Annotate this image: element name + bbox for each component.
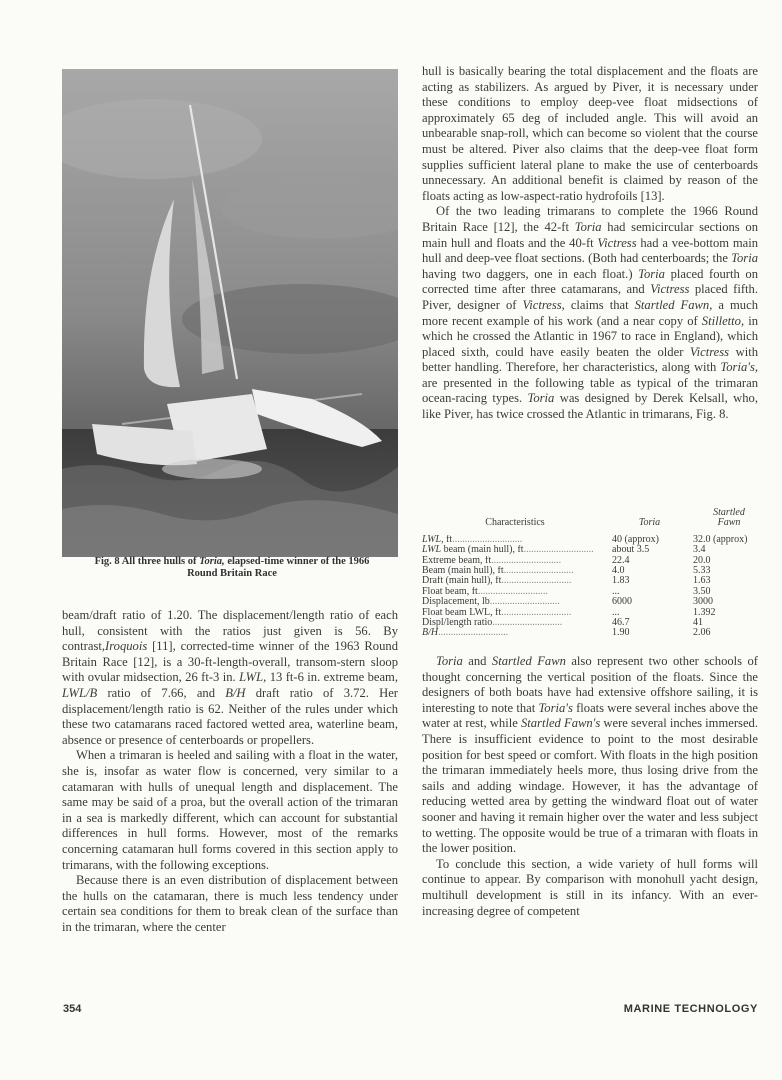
startled-fawn-value: 32.0 (approx) [693, 533, 748, 545]
figure-caption [64, 556, 400, 580]
paragraph: To conclude this section, a wide variety of hull forms will continue to appear. By comparison with monohull yacht design, multihull development is still in its infancy. With an ever-increasing degree of competent [422, 856, 758, 918]
table-row [422, 556, 767, 566]
table-row [422, 566, 767, 576]
paragraph: Toria and Startled Fawn also represent two other schools of thought concerning the vertical position of the floats. Since the designers of both boats have had extensive offshore sailing, it is interesting to note that Toria's floats were several inches above the water at rest, while Startled Fawn's were several inches immersed. There is insufficient evidence to point to the most desirable position for best speed or comfort. With floats in the high position the trimaran immediately heels more, thus losing drive from the sails and adding windage. However, it has the advantage of reducing wetted area by getting the windward float out of water sooner and having it remain higher over the water and less subject to wetting. The opposite would be true of a trimaran with floats in the lower position. [422, 654, 758, 856]
table-row [422, 618, 767, 628]
row-label: Extreme beam, ft............................ [422, 555, 562, 566]
toria-value: 4.0 [612, 565, 625, 577]
table-row [422, 628, 767, 638]
header-startled-fawn: Startled Fawn [713, 507, 745, 529]
figure-photo [62, 69, 398, 557]
table-row [422, 576, 767, 586]
startled-fawn-value: 20.0 [693, 554, 711, 566]
toria-value: 6000 [612, 596, 632, 608]
toria-value: 1.90 [612, 627, 630, 639]
left-column-text [62, 608, 398, 935]
startled-fawn-value: 1.63 [693, 575, 711, 587]
paragraph: When a trimaran is heeled and sailing with a float in the water, she is, insofar as water flow is concerned, very similar to a catamaran with hulls of unequal length and displacement. The same may be said of a proa, but the overall action of the trimaran in a sea is markedly different, which can account for substantial differences in hull forms. However, most of the remarks concerning catamaran hull forms covered in this section apply to trimarans, with the following exceptions. [62, 748, 398, 872]
row-label: LWL, ft............................ [422, 534, 523, 545]
table-row [422, 587, 767, 597]
startled-fawn-value: 3000 [693, 596, 713, 608]
right-column-text-top [422, 64, 758, 423]
toria-value: about 3.5 [612, 544, 650, 556]
startled-fawn-value: 2.06 [693, 627, 711, 639]
startled-fawn-value: 1.392 [693, 606, 716, 618]
toria-value: ... [612, 606, 620, 618]
row-label: B/H............................ [422, 628, 509, 639]
row-label: Displ/length ratio............................ [422, 618, 563, 629]
row-label: Displacement, lb............................ [422, 597, 560, 608]
table-header-row [422, 507, 767, 535]
caption-line-1: Fig. 8 All three hulls of Toria, elapsed-time winner of the 1966 [94, 556, 370, 567]
row-label: Draft (main hull), ft............................ [422, 576, 572, 587]
toria-value: 46.7 [612, 617, 630, 629]
journal-title: MARINE TECHNOLOGY [623, 1003, 758, 1015]
row-label: Beam (main hull), ft............................ [422, 566, 574, 577]
header-toria: Toria [638, 517, 661, 529]
page-number: 354 [63, 1003, 82, 1015]
characteristics-table [422, 507, 767, 639]
toria-value: ... [612, 585, 620, 597]
toria-value: 40 (approx) [612, 533, 659, 545]
startled-fawn-value: 5.33 [693, 565, 711, 577]
startled-fawn-value: 3.50 [693, 585, 711, 597]
caption-line-2: Round Britain Race [187, 568, 277, 579]
paragraph: Of the two leading trimarans to complete the 1966 Round Britain Race [12], the 42-ft Toria had semicircular sections on main hull and floats and the 40-ft Victress had a vee-bottom main hull and deep-vee float sections. (Both had centerboards; the Toria having two daggers, one in each float.) Toria placed fourth on corrected time after three catamarans, and Victress placed fifth. Piver, designer of Victress, claims that Startled Fawn, a much more recent example of his work (and a near copy of Stilletto, in which he crossed the Atlantic in 1967 to race in England), which placed sixth, could have easily beaten the older Victress with better handling. Therefore, her characteristics, along with Toria's, are presented in the following table as typical of the trimaran ocean-racing types. Toria was designed by Derek Kelsall, who, like Piver, has twice crossed the Atlantic in trimarans, Fig. 8. [422, 204, 759, 422]
toria-value: 22.4 [612, 554, 630, 566]
paragraph: Because there is an even distribution of displacement between the hulls on the catamaran, there is much less tendency under certain sea conditions for them to break clean of the surface than in the trimaran, where the center [62, 873, 398, 934]
toria-value: 1.83 [612, 575, 630, 587]
paragraph: beam/draft ratio of 1.20. The displacement/length ratio of each hull, consistent with the ratios just given is 56. By contrast,Iroquois [11], corrected-time winner of the 1963 Round Britain Race [12], is a 30-ft-length-overall, transom-stern sloop with ovular midsection, 26 ft-3 in. LWL, 13 ft-6 in. extreme beam, LWL/B ratio of 7.66, and B/H draft ratio of 3.72. Her displacement/length ratio is 62. Neither of the rules under which these two catamarans raced factored wetted area, waterline beam, absence or presence of centerboards or propellers. [62, 608, 398, 747]
table-row [422, 608, 767, 618]
startled-fawn-value: 41 [693, 617, 703, 629]
row-label: Float beam, ft............................ [422, 586, 548, 597]
header-characteristics: Characteristics [485, 517, 545, 529]
paragraph: hull is basically bearing the total displacement and the floats are acting as stabilizers. As argued by Piver, it is necessary under these conditions to employ deep-vee float midsections of approximately 65 deg of included angle. This will avoid an unbearable snap-roll, which can become so violent that the course must be altered. Piver also claims that the deep-vee float form supplies sufficient lateral plane to make the use of centerboards unnecessary. An additional benefit is claimed by reason of the floats acting as low-aspect-ratio hydrofoils [13]. [422, 64, 758, 203]
table-row [422, 535, 767, 545]
row-label: Float beam LWL, ft............................ [422, 607, 572, 618]
startled-fawn-value: 3.4 [693, 544, 706, 556]
right-column-text-bottom [422, 654, 758, 919]
table-row [422, 545, 767, 555]
row-label: LWL beam (main hull), ft............................ [422, 545, 594, 556]
trimaran-illustration [62, 69, 398, 557]
